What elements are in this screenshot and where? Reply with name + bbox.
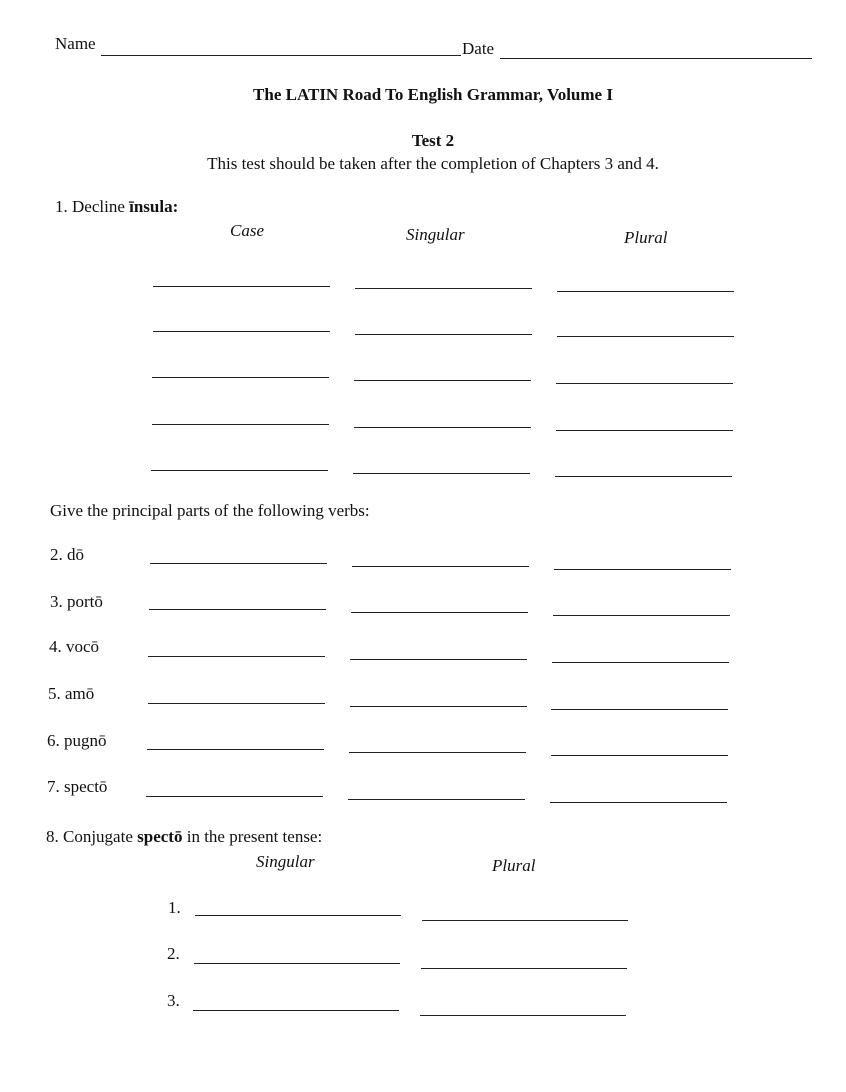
conj-row-1-plural[interactable] [422,920,628,921]
verb-2-part-2[interactable] [352,566,529,567]
verb-4-part-3[interactable] [552,662,729,663]
date-field[interactable] [500,58,812,59]
conj-row-3-label: 3. [167,991,180,1010]
verb-item-6 [47,731,107,751]
verb-6-part-2[interactable] [349,752,526,753]
verb-label: vocō [66,637,100,656]
verb-item-7 [47,777,107,797]
verb-label: pugnō [64,731,107,750]
verb-6-part-1[interactable] [147,749,324,750]
item-number: 3. [50,592,63,611]
test-instruction: This test should be taken after the completion of Chapters 3 and 4. [207,154,659,173]
item-number: 7. [47,777,60,796]
verb-label: portō [67,592,103,611]
verb-3-part-2[interactable] [351,612,528,613]
verb-3-part-3[interactable] [553,615,730,616]
conj-row-2-singular[interactable] [194,963,400,964]
decline-row-2-case[interactable] [153,331,330,332]
verb-item-5 [48,684,94,704]
decline-row-1-case[interactable] [153,286,330,287]
conj-header-plural: Plural [492,856,536,875]
verb-item-3 [50,592,103,612]
decline-row-1-plural[interactable] [557,291,734,292]
conj-row-3-plural[interactable] [420,1015,626,1016]
column-header-singular: Singular [406,225,465,244]
verb-7-part-1[interactable] [146,796,323,797]
conjugate-word: spectō [137,827,183,846]
verb-2-part-3[interactable] [554,569,731,570]
conj-row-3-singular[interactable] [193,1010,399,1011]
question-1-prompt [55,197,178,217]
column-header-case: Case [230,221,264,240]
item-number: 4. [49,637,62,656]
conjugate-label: Conjugate [63,827,133,846]
verb-4-part-1[interactable] [148,656,325,657]
conj-header-singular: Singular [256,852,315,871]
decline-row-3-case[interactable] [152,377,329,378]
item-number: 2. [50,545,63,564]
conj-row-2-label: 2. [167,944,180,963]
question-number: 8. [46,827,59,846]
verb-label: dō [67,545,84,564]
decline-row-5-case[interactable] [151,470,328,471]
verb-5-part-3[interactable] [551,709,728,710]
decline-label: Decline [72,197,125,216]
verb-4-part-2[interactable] [350,659,527,660]
principal-parts-prompt: Give the principal parts of the following verbs: [50,501,370,520]
decline-row-2-plural[interactable] [557,336,734,337]
verb-item-4 [49,637,99,657]
question-number: 1. [55,197,68,216]
conjugate-tense: in the present tense: [186,827,323,846]
verb-7-part-3[interactable] [550,802,727,803]
verb-5-part-2[interactable] [350,706,527,707]
decline-word: īnsula: [129,197,179,216]
decline-row-5-plural[interactable] [555,476,732,477]
decline-row-2-singular[interactable] [355,334,532,335]
verb-7-part-2[interactable] [348,799,525,800]
decline-row-3-plural[interactable] [556,383,733,384]
decline-row-5-singular[interactable] [353,473,530,474]
test-title: Test 2 [411,131,455,150]
question-8-prompt [46,827,322,847]
item-number: 6. [47,731,60,750]
conj-row-2-plural[interactable] [421,968,627,969]
verb-item-2 [50,545,84,565]
name-label: Name [55,34,96,53]
decline-row-4-singular[interactable] [354,427,531,428]
verb-6-part-3[interactable] [551,755,728,756]
column-header-plural: Plural [624,228,668,247]
decline-row-3-singular[interactable] [354,380,531,381]
verb-2-part-1[interactable] [150,563,327,564]
verb-3-part-1[interactable] [149,609,326,610]
verb-label: spectō [64,777,108,796]
conj-row-1-singular[interactable] [195,915,401,916]
verb-5-part-1[interactable] [148,703,325,704]
decline-row-4-plural[interactable] [556,430,733,431]
verb-label: amō [65,684,95,703]
item-number: 5. [48,684,61,703]
date-label: Date [462,39,495,58]
page-title: The LATIN Road To English Grammar, Volume I [253,85,613,104]
decline-row-4-case[interactable] [152,424,329,425]
decline-row-1-singular[interactable] [355,288,532,289]
conj-row-1-label: 1. [168,898,181,917]
name-field[interactable] [101,55,461,56]
